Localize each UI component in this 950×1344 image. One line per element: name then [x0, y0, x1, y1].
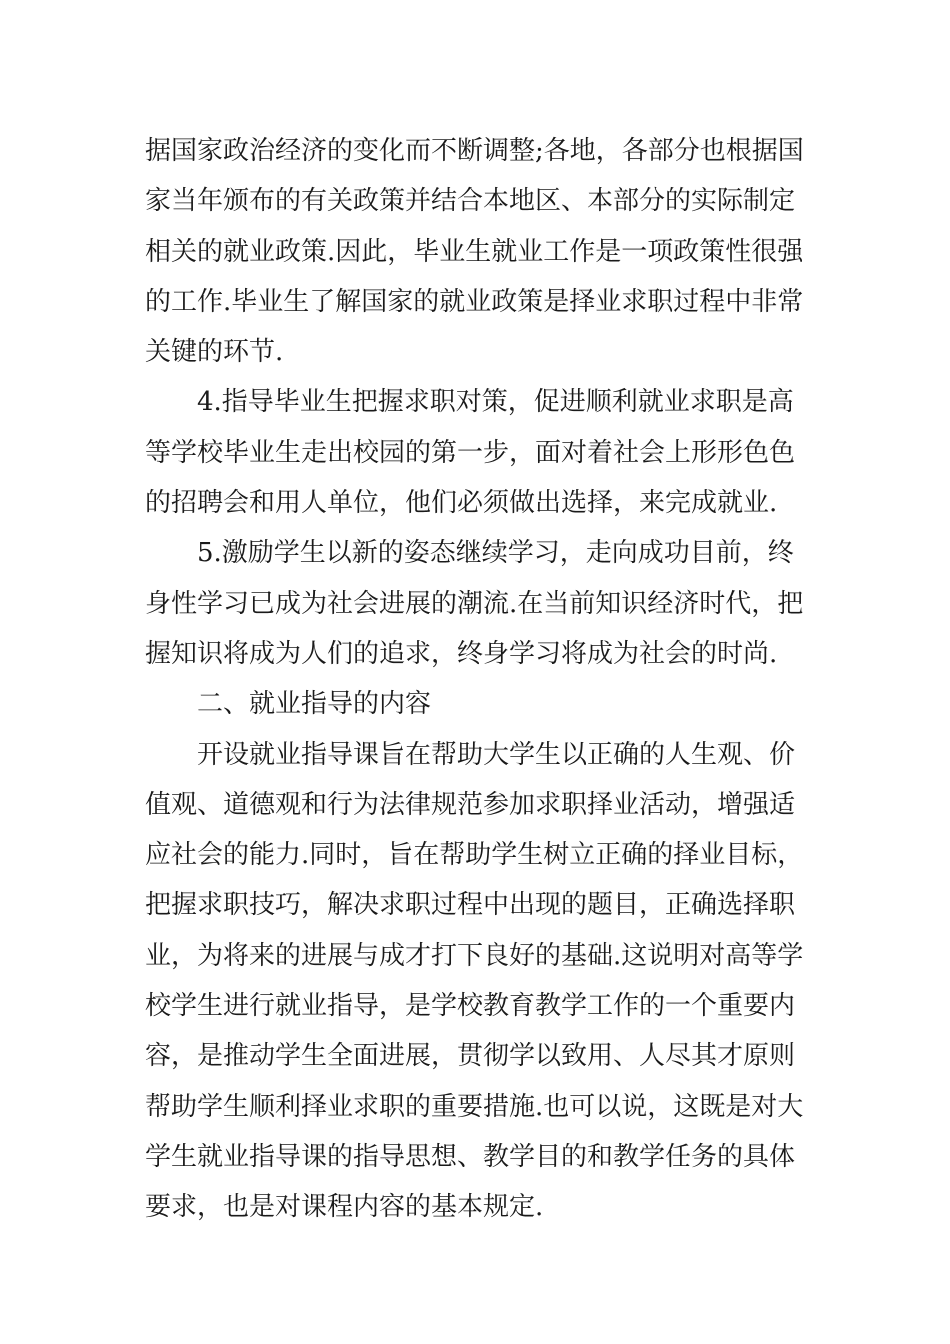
text-line: 身性学习已成为社会进展的潮流.在当前知识经济时代，把	[145, 588, 804, 619]
text-line: 容，是推动学生全面进展，贯彻学以致用、人尽其才原则	[145, 1041, 796, 1072]
text-line: 家当年颁布的有关政策并结合本地区、本部分的实际制定	[145, 186, 796, 217]
text-line: 的招聘会和用人单位，他们必须做出选择，来完成就业.	[145, 488, 778, 519]
text-line: 的工作.毕业生了解国家的就业政策是择业求职过程中非常	[145, 286, 804, 317]
text-line: 相关的就业政策.因此，毕业生就业工作是一项政策性很强	[145, 236, 804, 267]
text-line: 学生就业指导课的指导思想、教学目的和教学任务的具体	[145, 1141, 796, 1172]
document-body-text	[145, 126, 807, 1233]
text-line: 握知识将成为人们的追求，终身学习将成为社会的时尚.	[145, 638, 778, 669]
text-line: 二、就业指导的内容	[197, 689, 432, 720]
text-line: 把握求职技巧，解决求职过程中出现的题目，正确选择职	[145, 890, 796, 921]
text-line: 等学校毕业生走出校园的第一步，面对着社会上形形色色	[145, 437, 796, 468]
text-line: 4.指导毕业生把握求职对策，促进顺利就业求职是高	[197, 387, 794, 418]
text-line: 据国家政治经济的变化而不断调整;各地，各部分也根据国	[145, 136, 804, 166]
text-line: 值观、道德观和行为法律规范参加求职择业活动，增强适	[145, 789, 796, 820]
text-line: 要求，也是对课程内容的基本规定.	[145, 1192, 544, 1223]
text-line: 开设就业指导课旨在帮助大学生以正确的人生观、价	[197, 739, 796, 770]
text-line: 业，为将来的进展与成才打下良好的基础.这说明对高等学	[145, 940, 804, 971]
text-line: 关键的环节.	[145, 337, 284, 368]
text-line: 5.激励学生以新的姿态继续学习，走向成功目前，终	[197, 538, 794, 569]
text-line: 校学生进行就业指导，是学校教育教学工作的一个重要内	[145, 991, 796, 1022]
text-line: 应社会的能力.同时，旨在帮助学生树立正确的择业目标，	[145, 840, 804, 871]
text-line: 帮助学生顺利择业求职的重要措施.也可以说，这既是对大	[145, 1091, 804, 1122]
